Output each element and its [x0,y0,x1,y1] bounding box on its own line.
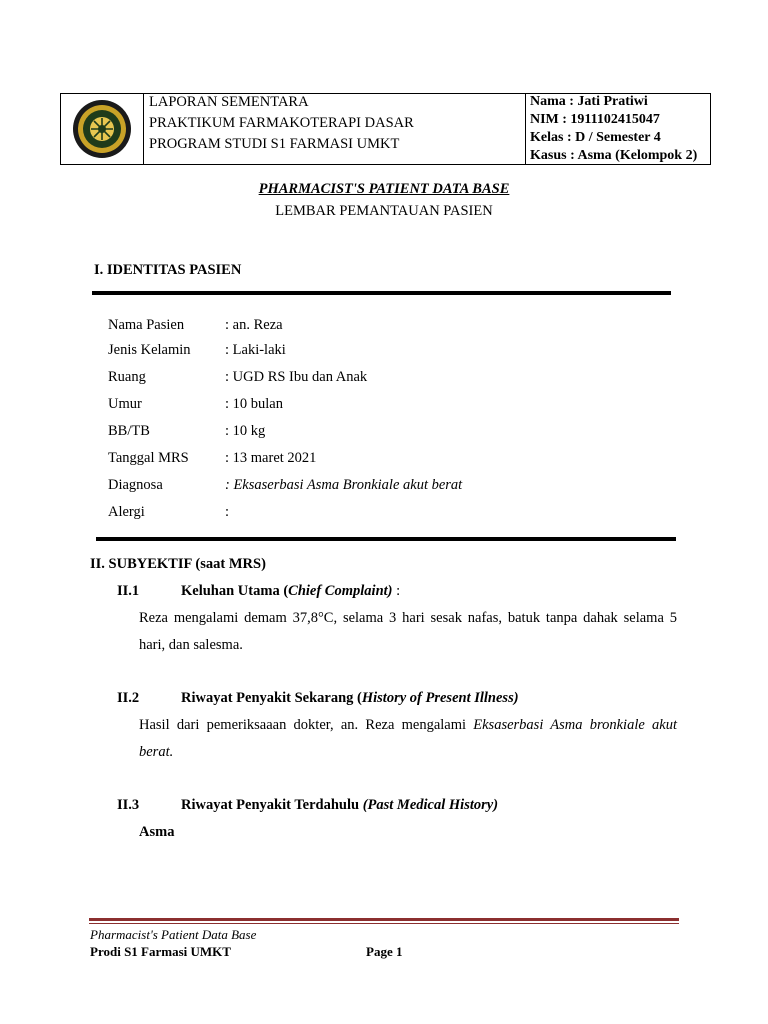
footer-program: Prodi S1 Farmasi UMKT [90,944,231,959]
past-medical-history-text: Asma [139,824,175,840]
footer-rule-thin [89,923,679,924]
value-bb-tb: : 10 kg [225,423,266,439]
subsection-2-2-title: Riwayat Penyakit Sekarang (History of Present Illness) [181,690,519,706]
header-info-cell [526,94,710,164]
label-jenis-kelamin: Jenis Kelamin [108,342,191,358]
student-class: Kelas : D / Semester 4 [530,130,661,145]
university-logo [66,99,138,159]
present-illness-text: Hasil dari pemeriksaaan dokter, an. Reza mengalami Eksaserbasi Asma bronkiale akut berat. [139,717,677,760]
footer-page-number: Page 1 [366,944,403,959]
header-table [60,93,711,165]
case-name: Kasus : Asma (Kelompok 2) [530,148,698,163]
value-diagnosa: : Eksaserbasi Asma Bronkiale akut berat [225,477,463,493]
subsection-2-1-number: II.1 [117,583,140,599]
label-tanggal-mrs: Tanggal MRS [108,450,189,466]
student-name: Nama : Jati Pratiwi [530,94,648,109]
value-jenis-kelamin: : Laki-laki [225,342,286,358]
logo-cell [61,94,144,164]
header-title-line-3: PROGRAM STUDI S1 FARMASI UMKT [149,136,400,152]
section-2-heading: II. SUBYEKTIF (saat MRS) [90,556,266,572]
section-1-bottom-rule [96,537,676,541]
header-title-cell [143,94,526,164]
section-1-heading: I. IDENTITAS PASIEN [94,262,242,278]
footer-rule-thick [89,918,679,921]
document-title: PHARMACIST'S PATIENT DATA BASE [258,181,510,197]
subsection-2-3-title: Riwayat Penyakit Terdahulu (Past Medical History) [181,797,499,813]
value-ruang: : UGD RS Ibu dan Anak [225,369,368,385]
label-nama-pasien: Nama Pasien [108,317,185,333]
value-nama-pasien: : an. Reza [225,317,283,333]
footer-document-name: Pharmacist's Patient Data Base [90,927,257,942]
label-alergi: Alergi [108,504,145,520]
document-subtitle: LEMBAR PEMANTAUAN PASIEN [275,203,493,219]
subsection-2-3-number: II.3 [117,797,140,813]
value-umur: : 10 bulan [225,396,283,412]
header-title-line-2: PRAKTIKUM FARMAKOTERAPI DASAR [149,115,414,131]
student-nim: NIM : 1911102415047 [530,112,660,127]
section-1-top-rule [92,291,671,295]
label-ruang: Ruang [108,369,146,385]
value-alergi: : [225,504,230,520]
label-bb-tb: BB/TB [108,423,150,439]
subsection-2-1-title: Keluhan Utama (Chief Complaint) : [181,583,401,599]
label-umur: Umur [108,396,142,412]
header-title-line-1: LAPORAN SEMENTARA [149,94,309,110]
chief-complaint-text: Reza mengalami demam 37,8°C, selama 3 hari sesak nafas, batuk tanpa dahak selama 5 hari, dan salesma. [139,610,677,653]
subsection-2-2-number: II.2 [117,690,140,706]
value-tanggal-mrs: : 13 maret 2021 [225,450,317,466]
label-diagnosa: Diagnosa [108,477,163,493]
